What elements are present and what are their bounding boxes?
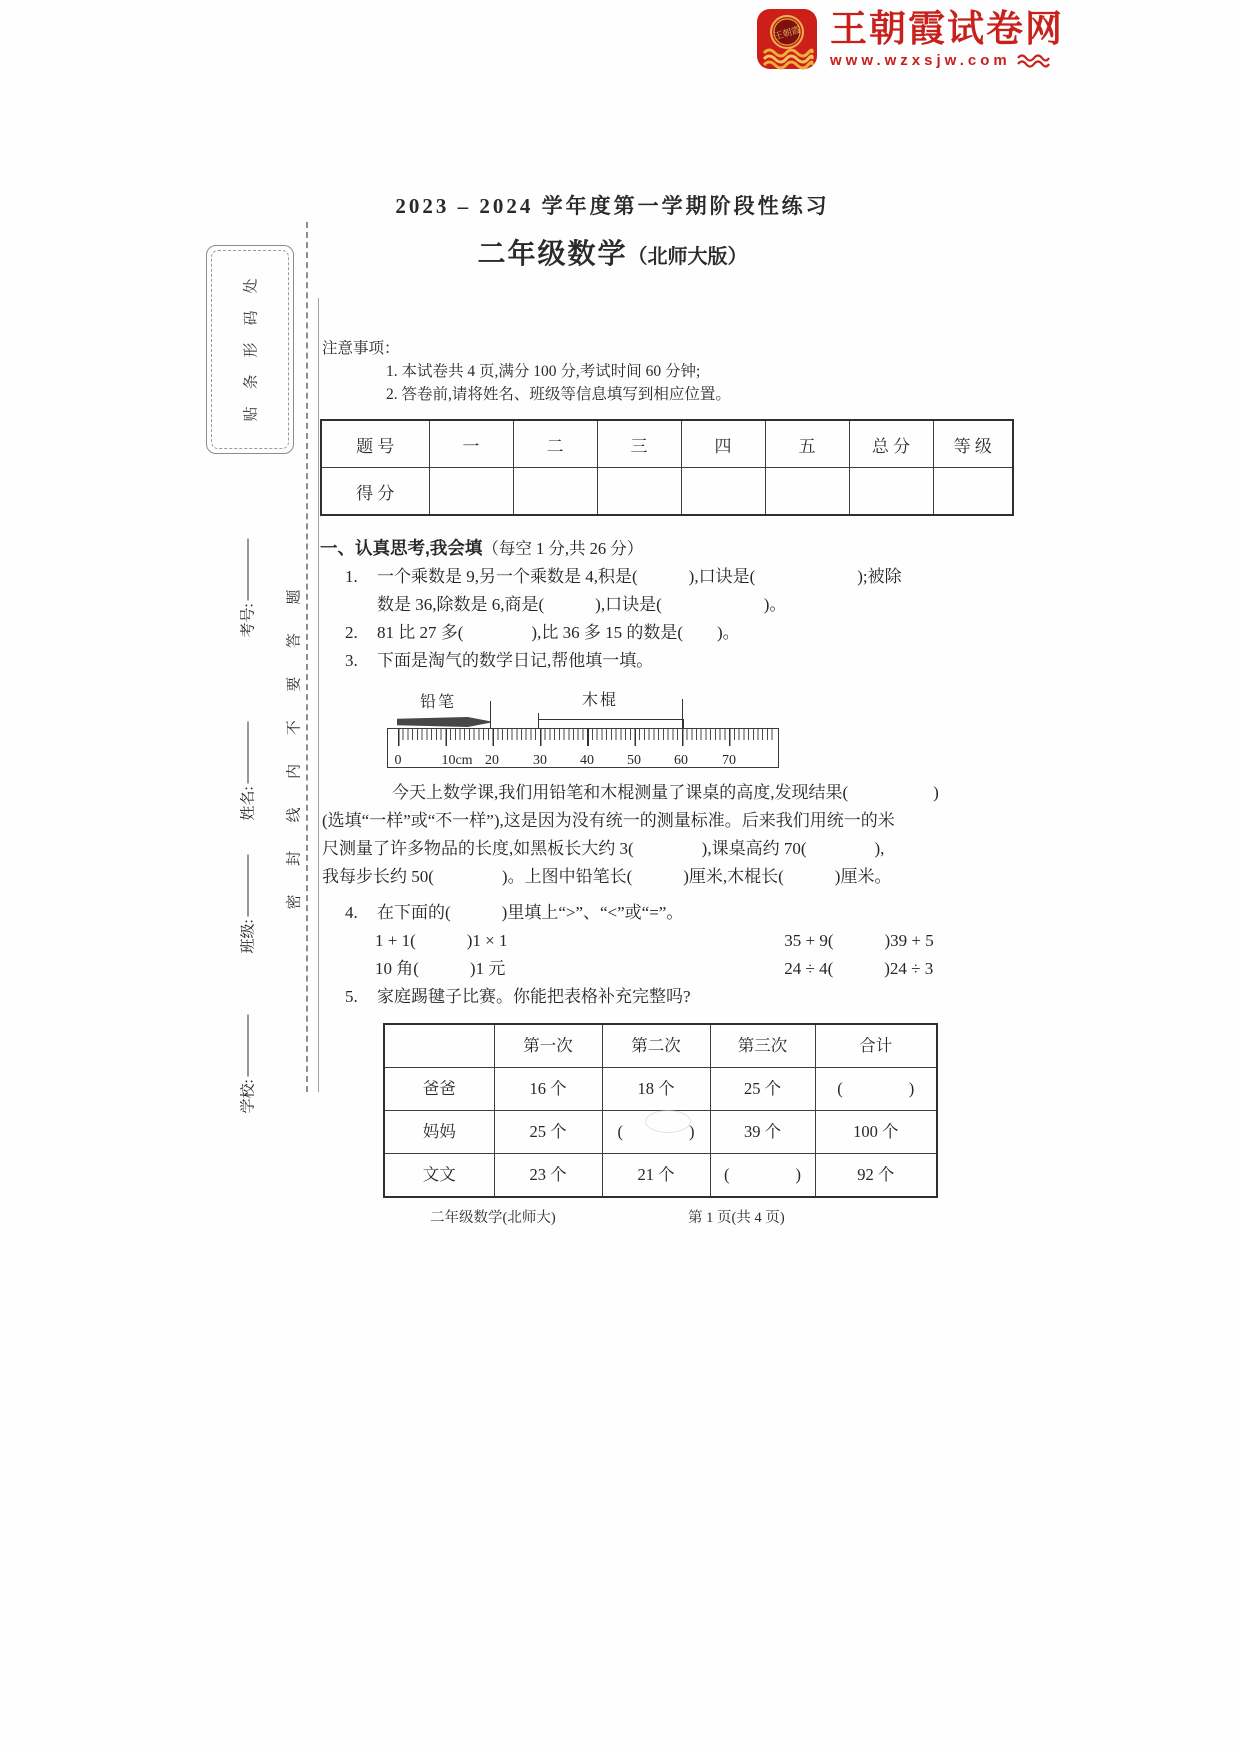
student-name-label: 姓名:	[240, 786, 257, 821]
question-3	[320, 647, 1120, 675]
table-cell: 25 个	[710, 1068, 815, 1111]
table-header-cell: 合计	[815, 1024, 937, 1068]
table-cell: 25 个	[494, 1111, 602, 1154]
score-cell-empty	[681, 468, 765, 516]
table-cell: 文文	[384, 1154, 494, 1198]
table-cell: 100 个	[815, 1111, 937, 1154]
question-line: 81 比 27 多( ),比 36 多 15 的数是( )。	[377, 623, 740, 642]
notice-block	[322, 337, 731, 406]
paper-title: 2023 – 2024 学年度第一学期阶段性练习	[395, 194, 830, 218]
question-2	[320, 619, 1120, 647]
table-header-cell	[384, 1024, 494, 1068]
wave-decoration-icon	[1017, 54, 1051, 68]
ruler-tick-labels	[388, 729, 778, 767]
seal-char: 内	[286, 763, 303, 779]
svg-text:王朝霞: 王朝霞	[772, 24, 802, 42]
question-number: 4.	[345, 903, 358, 922]
score-cell-empty	[765, 468, 849, 516]
score-header-cell: 二	[513, 420, 597, 468]
score-cell-empty	[429, 468, 513, 516]
notice-label: 注意事项：	[322, 340, 400, 357]
seal-char: 线	[286, 807, 303, 823]
site-brand-text	[830, 8, 1064, 69]
question-line: 家庭踢毽子比赛。你能把表格补充完整吗?	[377, 987, 691, 1006]
school-field	[237, 984, 258, 1114]
comparison-item: 1 + 1( )1 × 1	[375, 931, 508, 950]
question-number: 2.	[345, 623, 358, 642]
question-5	[320, 983, 1120, 1011]
site-brand	[756, 8, 1064, 70]
question-section	[320, 534, 1120, 1198]
ruler-tick-label: 20	[485, 753, 499, 768]
site-url: www.wzxsjw.com	[830, 52, 1011, 69]
table-header-row	[384, 1024, 937, 1068]
ruler-tick-label: 40	[580, 753, 594, 768]
wangchaoxia-seal-icon	[756, 8, 818, 70]
table-row	[384, 1068, 937, 1111]
table-cell: 18 个	[602, 1068, 710, 1111]
table-cell: 21 个	[602, 1154, 710, 1198]
student-name-blank-line	[246, 721, 248, 783]
ruler-tick-label: 60	[674, 753, 688, 768]
pencil-shape	[397, 717, 490, 727]
class-blank-line	[246, 854, 248, 916]
score-table-score-row	[321, 468, 1013, 516]
table-header-cell: 第三次	[710, 1024, 815, 1068]
notice-item: 2. 答卷前,请将姓名、班级等信息填写到相应位置。	[386, 386, 731, 403]
table-cell: 爸爸	[384, 1068, 494, 1111]
table-cell: 39 个	[710, 1111, 815, 1154]
score-row-label: 得 分	[321, 468, 429, 516]
paper-titles	[320, 190, 905, 272]
ruler-tick-label: 10cm	[441, 753, 473, 768]
exam-number-label: 考号:	[240, 603, 257, 638]
site-name: 王朝霞试卷网	[830, 8, 1064, 49]
question-line: 在下面的( )里填上“>”、“<”或“=”。	[377, 903, 684, 922]
notice-item: 1. 本试卷共 4 页,满分 100 分,考试时间 60 分钟;	[386, 363, 701, 380]
score-header-cell: 总 分	[849, 420, 933, 468]
score-table	[320, 419, 1014, 516]
table-header-cell: 第二次	[602, 1024, 710, 1068]
ruler-tick-label: 0	[394, 753, 402, 768]
diary-line: 我每步长约 50( )。上图中铅笔长( )厘米,木棍长( )厘米。	[322, 867, 892, 886]
question-line: 数是 36,除数是 6,商是( ),口诀是( )。	[377, 595, 787, 614]
exam-number-blank-line	[246, 538, 248, 600]
table-cell: 23 个	[494, 1154, 602, 1198]
ruler-figure	[387, 675, 797, 779]
paper-subject: 二年级数学	[477, 239, 628, 270]
score-cell-empty	[933, 468, 1013, 516]
footer-paper-name: 二年级数学(北师大)	[430, 1210, 556, 1226]
table-cell: ( )	[815, 1068, 937, 1111]
section-heading-text: 一、认真思考,我会填	[320, 538, 483, 558]
table-cell: 16 个	[494, 1068, 602, 1111]
table-cell: 妈妈	[384, 1111, 494, 1154]
question-number: 3.	[345, 651, 358, 670]
seal-char: 封	[286, 850, 303, 866]
comparison-item: 35 + 9( )39 + 5	[784, 931, 934, 950]
diary-line: (选填“一样”或“不一样”),这是因为没有统一的测量标准。后来我们用统一的米	[322, 811, 895, 830]
seal-line-text	[283, 590, 304, 910]
class-label: 班级:	[240, 919, 257, 954]
seal-char: 题	[286, 589, 303, 605]
ruler-guide-mark	[682, 699, 683, 728]
seal-char: 密	[286, 894, 303, 910]
table-row	[384, 1154, 937, 1198]
question-4	[320, 899, 1120, 927]
diary-line: 今天上数学课,我们用铅笔和木棍测量了课桌的高度,发现结果( )	[392, 783, 939, 802]
score-header-cell: 三	[597, 420, 681, 468]
question-number: 1.	[345, 567, 358, 586]
diary-line: 尺测量了许多物品的长度,如黑板长大约 3( ),课桌高约 70( ),	[322, 839, 885, 858]
ruler-guide-mark	[490, 701, 491, 728]
ruler-guide-mark	[538, 713, 539, 728]
seal-dashed-line	[306, 222, 308, 1092]
score-header-cell: 一	[429, 420, 513, 468]
ruler-tick-label: 30	[533, 753, 547, 768]
comparison-item: 24 ÷ 4( )24 ÷ 3	[784, 959, 934, 978]
stick-label: 木棍	[581, 692, 619, 709]
question-1	[320, 563, 1120, 619]
comparison-row	[320, 927, 1120, 955]
barcode-sticker-box	[206, 245, 294, 454]
section-heading	[320, 534, 1120, 563]
question-number: 5.	[345, 987, 358, 1006]
exam-number-field	[237, 508, 258, 638]
table-cell: 92 个	[815, 1154, 937, 1198]
watermark-ellipse	[645, 1110, 691, 1133]
barcode-box-label: 贴条形码处	[243, 260, 260, 422]
score-header-cell: 等 级	[933, 420, 1013, 468]
seal-char: 不	[286, 720, 303, 736]
table-header-cell: 第一次	[494, 1024, 602, 1068]
class-field	[237, 824, 258, 954]
score-header-cell: 五	[765, 420, 849, 468]
score-cell-empty	[597, 468, 681, 516]
school-blank-line	[246, 1014, 248, 1076]
seal-solid-line	[318, 298, 319, 1092]
ruler	[387, 728, 779, 768]
score-header-cell: 题 号	[321, 420, 429, 468]
ruler-tick-label: 70	[722, 753, 736, 768]
paper-edition: （北师大版）	[627, 246, 748, 268]
question-line: 下面是淘气的数学日记,帮他填一填。	[377, 651, 654, 670]
seal-char: 要	[286, 676, 303, 692]
math-diary-paragraph	[320, 779, 1120, 891]
seal-char: 答	[286, 633, 303, 649]
score-cell-empty	[849, 468, 933, 516]
school-label: 学校:	[240, 1079, 257, 1114]
pencil-label: 铅笔	[419, 694, 457, 711]
score-table-header-row	[321, 420, 1013, 468]
student-name-field	[237, 691, 258, 821]
ruler-tick-label: 50	[627, 753, 641, 768]
table-cell: ( )	[602, 1111, 710, 1154]
paper-subtitle	[320, 232, 905, 272]
footer-page-number: 第 1 页(共 4 页)	[688, 1210, 785, 1226]
comparison-item: 10 角( )1 元	[375, 959, 506, 978]
score-header-cell: 四	[681, 420, 765, 468]
section-heading-note: （每空 1 分,共 26 分）	[482, 539, 644, 558]
table-cell: ( )	[710, 1154, 815, 1198]
score-cell-empty	[513, 468, 597, 516]
question-line: 一个乘数是 9,另一个乘数是 4,积是( ),口诀是( );被除	[377, 567, 902, 586]
comparison-row	[320, 955, 1120, 983]
